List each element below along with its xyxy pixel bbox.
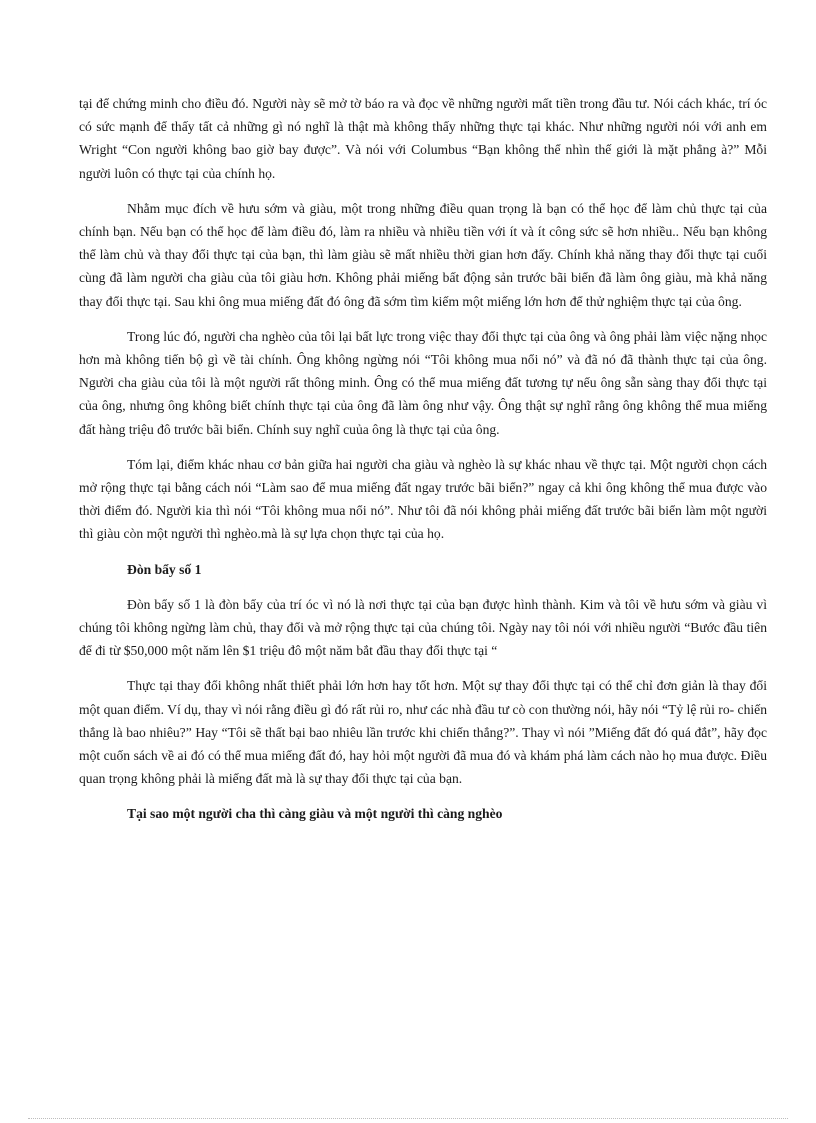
paragraph-continuation: tại để chứng minh cho điều đó. Người này sẽ mở tờ báo ra và đọc về những người mất tiền trong đầu tư. Nói cách khác, trí óc có sức mạnh để thấy tất cả những gì nó nghĩ là thật mà không thấy những thực tại khác. Như những người nói với anh em Wright “Con người không bao giờ bay được”. Và nói với Columbus “Bạn không thể nhìn thế giới là mặt phẳng à?” Mỗi người luôn có thực tại của chính họ. xyxy=(79,96,767,181)
heading-why-rich-poor: Tại sao một người cha thì càng giàu và một người thì càng nghèo xyxy=(127,806,503,822)
document-page xyxy=(79,92,767,838)
paragraph-retire-early: Nhằm mục đích về hưu sớm và giàu, một trong những điều quan trọng là bạn có thể học để làm chủ thực tại của chính bạn. Nếu bạn có thể học để làm điều đó, làm ra nhiều và nhiều tiền với ít và ít công sức sẽ hơn nhiều.. Nếu bạn không thể làm chủ và thay đổi thực tại của bạn, thì làm giàu sẽ mất nhiều thời gian hơn đấy. Chính khả năng thay đổi thực tại cuối cùng đã làm người cha giàu của tôi giàu hơn. Không phải miếng bất động sản trước bãi biển đã làm ông giàu, mà khả năng thay đổi thực tại. Sau khi ông mua miếng đất đó ông đã sớm tìm kiếm một miếng lớn hơn để thử nghiệm thực tại của ông. xyxy=(79,200,767,309)
paragraph-summary: Tóm lại, điểm khác nhau cơ bản giữa hai người cha giàu và nghèo là sự khác nhau về thực tại. Một người chọn cách mở rộng thực tại bằng cách nói “Làm sao để mua miếng đất ngay trước bãi biển?” ngay cả khi ông không thể mua được vào thời điểm đó. Người kia thì nói “Tôi không mua nổi nó”. Như tôi đã nói không phải miếng đất trước bãi biển làm một người thì giàu còn một người thì nghèo.mà là sự lựa chọn thực tại của họ. xyxy=(79,456,767,542)
paragraph-poor-dad: Trong lúc đó, người cha nghèo của tôi lại bất lực trong việc thay đổi thực tại của ông và ông phải làm việc nặng nhọc hơn mà không tiến bộ gì về tài chính. Ông không ngừng nói “Tôi không mua nổi nó” và đã nó đã thành thực tại của ông. Người cha giàu của tôi là một người rất thông minh. Ông có thể mua miếng đất tương tự nếu ông sẵn sàng thay đổi thực tại của ông, nhưng ông không biết chính thực tại của ông đã làm ông như vậy. Ông thật sự nghĩ rằng ông không thể mua miếng đất hàng triệu đô trước bãi biển. Chính suy nghĩ cuủa ông là thực tại của ông. xyxy=(79,328,767,437)
heading-leverage-1: Đòn bẩy số 1 xyxy=(127,561,202,577)
paragraph-change-reality: Thực tại thay đổi không nhất thiết phải lớn hơn hay tốt hơn. Một sự thay đổi thực tại có thể chỉ đơn giản là thay đổi một quan điểm. Ví dụ, thay vì nói rằng điều gì đó rất rủi ro, như các nhà đầu tư cò con thường nói, hãy nói “Tỷ lệ rủi ro- chiến thắng là bao nhiêu?” Hay “Tôi sẽ thất bại bao nhiêu lần trước khi chiến thắng?”. Thay vì nói ”Miếng đất đó quá đắt”, hãy đọc một cuốn sách về ai đó có thể mua miếng đất đó, hay hỏi một người đã mua đó và khám phá làm cách nào họ mua được. Điều quan trọng không phải là miếng đất mà là sự thay đổi thực tại của bạn. xyxy=(79,678,767,787)
paragraph-leverage-mind: Đòn bẩy số 1 là đòn bẩy của trí óc vì nó là nơi thực tại của bạn được hình thành. Kim và tôi về hưu sớm và giàu vì chúng tôi không ngừng làm chủ, thay đổi và mở rộng thực tại của chúng tôi. Ngày nay tôi nói với nhiều người “Bước đầu tiên để đi từ $50,000 một năm lên $1 triệu đô một năm bắt đầu thay đổi thực tại “ xyxy=(79,596,767,659)
page-bottom-divider xyxy=(28,1118,788,1119)
